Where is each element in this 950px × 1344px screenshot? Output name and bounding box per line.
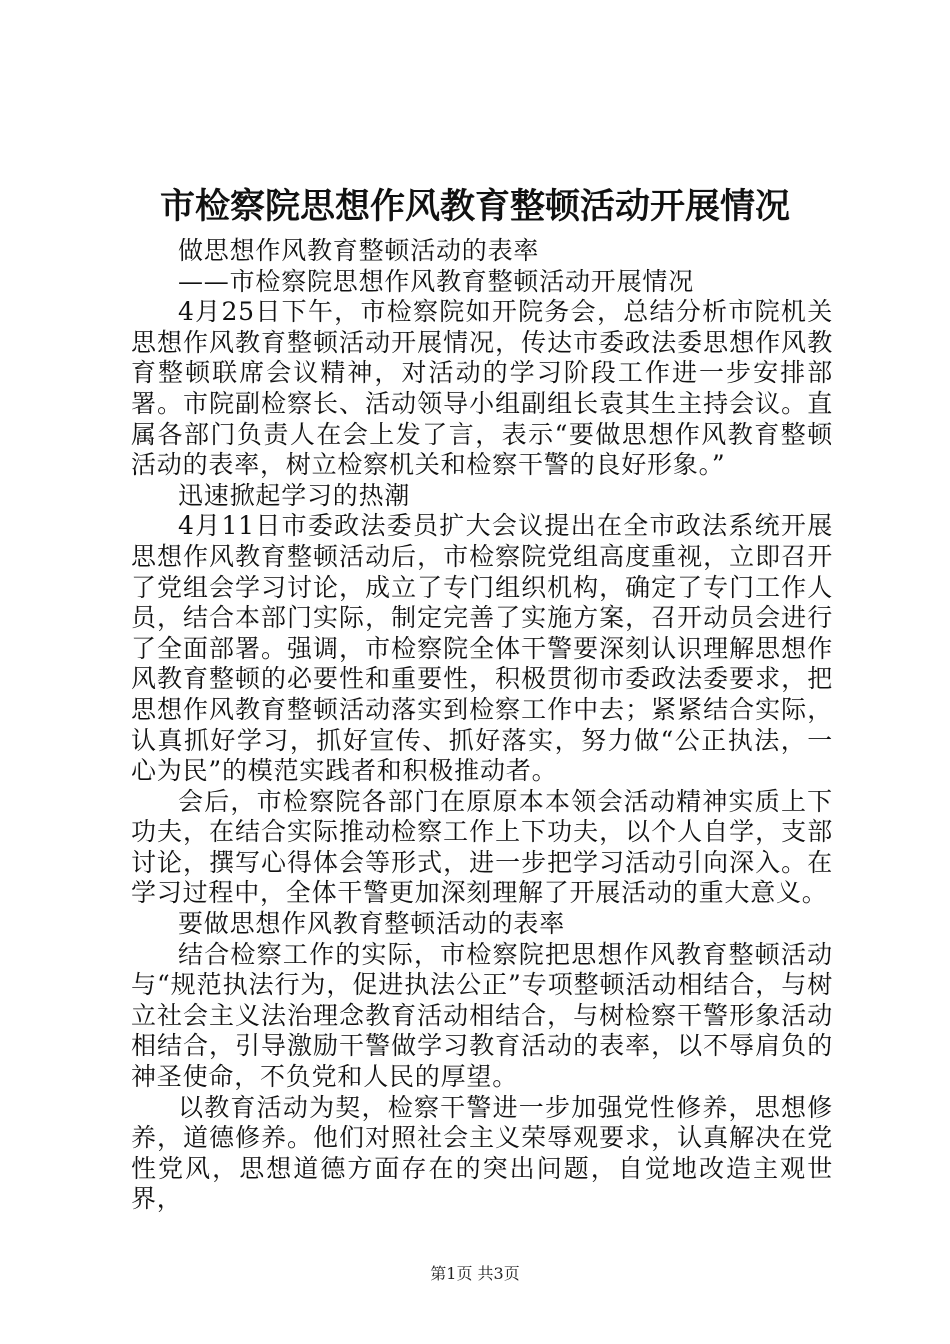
subtitle-heading: 做思想作风教育整顿活动的表率 [178,236,540,265]
body-paragraph: 会后，市检察院各部门在原原本本领会活动精神实质上下功夫，在结合实际推动检察工作上下功夫，以个人自学，支部讨论，撰写心得体会等形式，进一步把学习活动引向深入。在学习过程中，全体干警更加深刻理解了开展活动的重大意义。 [131,786,833,908]
body-paragraph: 以教育活动为契，检察干警进一步加强党性修养，思想修养，道德修养。他们对照社会主义荣辱观要求，认真解决在党性党风，思想道德方面存在的突出问题，自觉地改造主观世界， [131,1092,833,1214]
section-heading: 迅速掀起学习的热潮 [178,480,411,510]
document-title: 市检察院思想作风教育整顿活动开展情况 [159,186,790,227]
body-paragraph: 4月11日市委政法委员扩大会议提出在全市政法系统开展思想作风教育整顿活动后，市检察院党组高度重视，立即召开了党组会学习讨论，成立了专门组织机构，确定了专门工作人员，结合本部门实际，制定完善了实施方案，召开动员会进行了全面部署。强调，市检察院全体干警要深刻认识理解思想作风教育整顿的必要性和重要性，积极贯彻市委政法委要求，把思想作风教育整顿活动落实到检察工作中去；紧紧结合实际，认真抓好学习，抓好宣传、抓好落实，努力做“公正执法，一心为民”的模范实践者和积极推动者。 [131,511,833,786]
document-body [131,236,833,1215]
page-footer: 第1页 共3页 [430,1264,520,1283]
subtitle-line: ——市检察院思想作风教育整顿活动开展情况 [178,266,695,296]
body-paragraph: 结合检察工作的实际，市检察院把思想作风教育整顿活动与“规范执法行为，促进执法公正”专项整顿活动相结合，与树立社会主义法治理念教育活动相结合，与树检察干警形象活动相结合，引导激励干警做学习教育活动的表率，以不辱肩负的神圣使命，不负党和人民的厚望。 [131,939,833,1092]
body-paragraph: 4月25日下午，市检察院如开院务会，总结分析市院机关思想作风教育整顿活动开展情况，传达市委政法委思想作风教育整顿联席会议精神，对活动的学习阶段工作进一步安排部署。市院副检察长、活动领导小组副组长袁其生主持会议。直属各部门负责人在会上发了言，表示“要做思想作风教育整顿活动的表率，树立检察机关和检察干警的良好形象。” [131,297,833,480]
section-heading: 要做思想作风教育整顿活动的表率 [178,909,566,939]
